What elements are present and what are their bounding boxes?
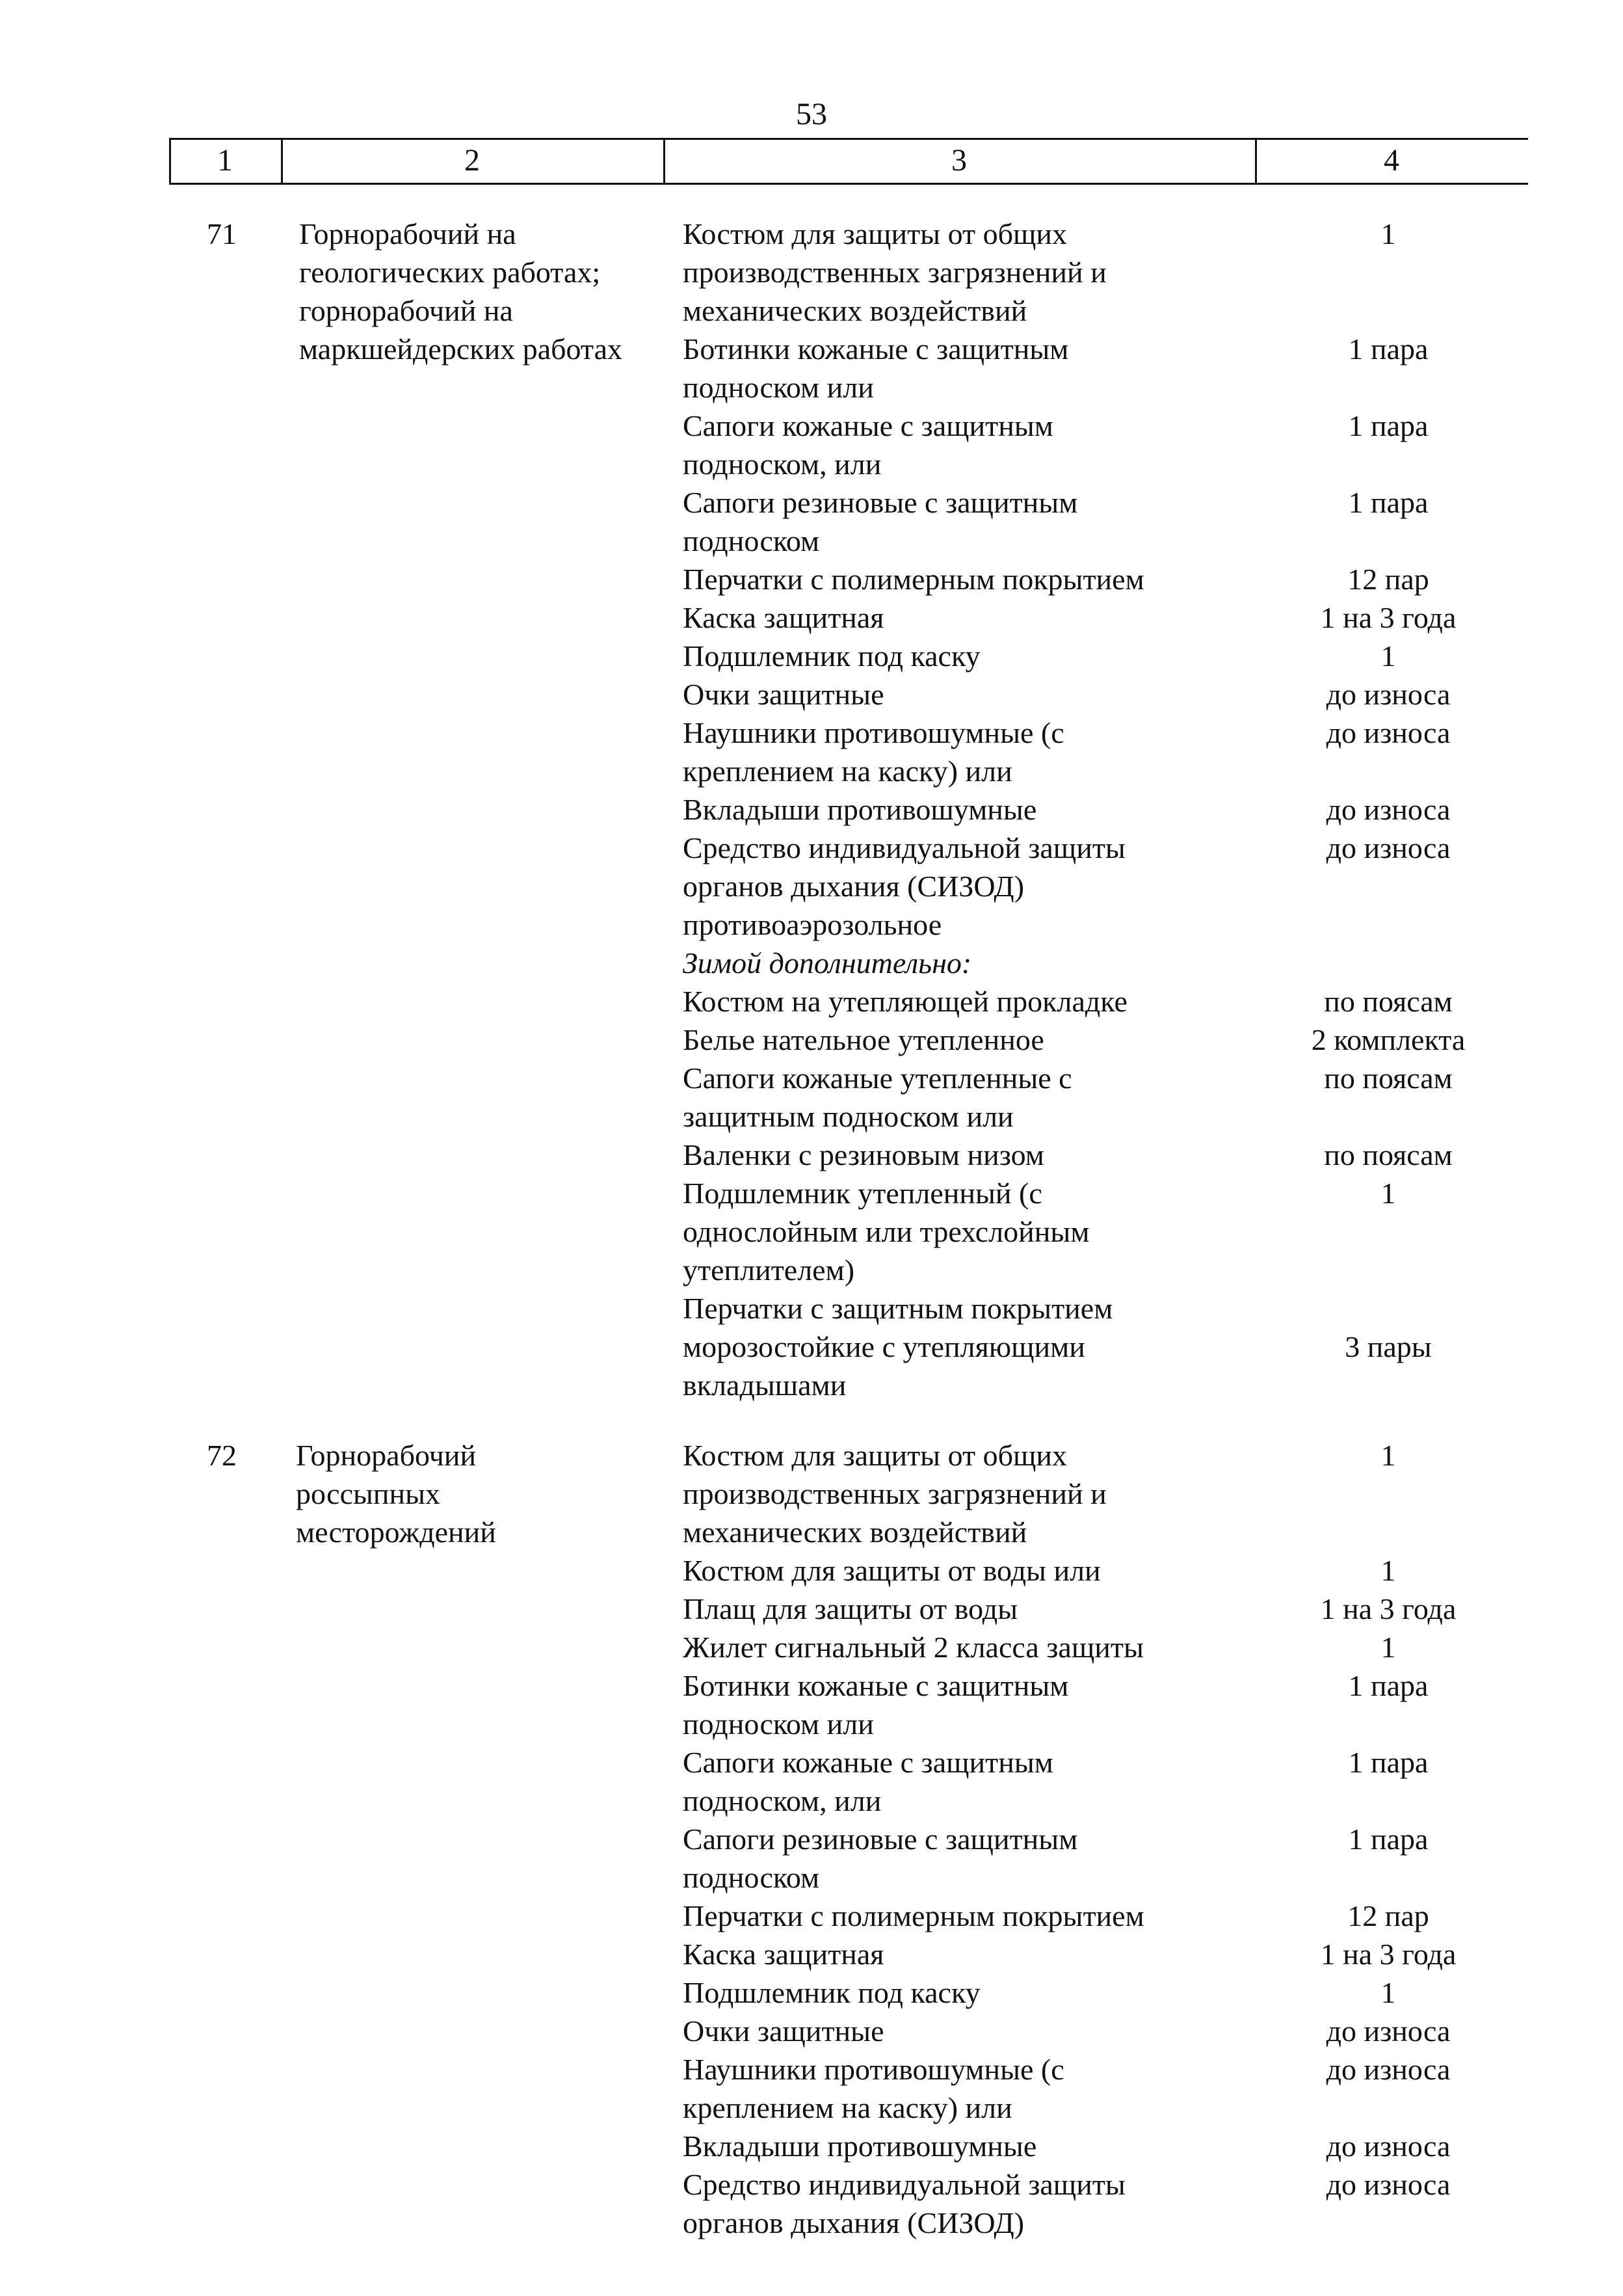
ppe-item-quantity: 1 xyxy=(1380,1554,1396,1587)
ppe-item-name-line: производственных загрязнений и xyxy=(683,256,1107,289)
ppe-item xyxy=(683,330,1623,407)
ppe-item-quantity: 1 пара xyxy=(1348,1669,1429,1702)
ppe-item xyxy=(683,560,1623,598)
ppe-item xyxy=(683,483,1623,560)
ppe-item xyxy=(683,1436,1623,1551)
ppe-item-name xyxy=(683,790,1222,829)
ppe-item-quantity: 1 пара xyxy=(1348,486,1429,519)
ppe-item-quantity: 12 пар xyxy=(1347,1899,1429,1932)
ppe-list xyxy=(683,215,1623,1404)
ppe-item-name xyxy=(683,982,1222,1021)
ppe-item-name-line: креплением на каску) или xyxy=(683,2091,1012,2124)
ppe-item-name-line: подноском xyxy=(683,1861,820,1894)
ppe-item xyxy=(683,982,1623,1021)
ppe-item-name-line: подноском xyxy=(683,524,820,557)
ppe-item-name xyxy=(683,2165,1222,2242)
ppe-item-name xyxy=(683,2050,1222,2127)
ppe-item-name xyxy=(683,215,1222,330)
ppe-item-quantity: 1 xyxy=(1380,1631,1396,1664)
ppe-item-name-line: Костюм для защиты от общих xyxy=(683,1439,1068,1472)
profession-line: Горнорабочий xyxy=(296,1439,477,1472)
ppe-item-quantity: по поясам xyxy=(1324,1138,1453,1171)
ppe-item-name-line: вкладышами xyxy=(683,1368,847,1402)
ppe-item xyxy=(683,2165,1623,2242)
ppe-item xyxy=(683,1897,1623,1935)
header-col-3: 3 xyxy=(951,143,967,178)
ppe-item xyxy=(683,675,1623,714)
ppe-item-name-line: органов дыхания (СИЗОД) xyxy=(683,870,1025,903)
header-col-1: 1 xyxy=(217,143,233,178)
ppe-item-name xyxy=(683,1289,1222,1404)
ppe-item-name-line: Средство индивидуальной защиты xyxy=(683,831,1126,864)
ppe-item-name-line: производственных загрязнений и xyxy=(683,1477,1107,1510)
ppe-item xyxy=(683,2127,1623,2165)
ppe-item-name xyxy=(683,1059,1222,1136)
ppe-item-name-line: креплением на каску) или xyxy=(683,754,1012,788)
ppe-item-name-line: Зимой дополнительно: xyxy=(683,946,972,980)
ppe-item-quantity: 3 пары xyxy=(1345,1330,1432,1363)
ppe-item-quantity: 1 пара xyxy=(1348,1822,1429,1856)
ppe-item-name xyxy=(683,1136,1222,1174)
section-note xyxy=(683,944,1623,982)
ppe-item xyxy=(683,1743,1623,1820)
ppe-item-name-line: Плащ для защиты от воды xyxy=(683,1592,1018,1625)
ppe-item-name-line: подноском или xyxy=(683,1707,874,1741)
ppe-item xyxy=(683,790,1623,829)
ppe-item xyxy=(683,215,1623,330)
ppe-item-name xyxy=(683,1551,1222,1590)
ppe-item-name xyxy=(683,560,1222,598)
ppe-item-name xyxy=(683,483,1222,560)
ppe-item-quantity xyxy=(1222,944,1554,982)
ppe-item-name-line: Сапоги кожаные утепленные с xyxy=(683,1061,1072,1095)
ppe-item xyxy=(683,1289,1623,1404)
ppe-list xyxy=(683,1436,1623,2242)
ppe-item-name-line: Наушники противошумные (с xyxy=(683,716,1064,749)
ppe-item-name-line: Наушники противошумные (с xyxy=(683,2053,1064,2086)
ppe-item-name-line: Белье нательное утепленное xyxy=(683,1023,1044,1056)
ppe-item-name-line: органов дыхания (СИЗОД) xyxy=(683,2206,1025,2239)
ppe-item-name-line: подноском, или xyxy=(683,1784,882,1817)
ppe-item-name xyxy=(683,1820,1222,1897)
ppe-item-name-line: Валенки с резиновым низом xyxy=(683,1138,1044,1171)
ppe-item-quantity: 1 xyxy=(1380,217,1396,250)
ppe-item-name-line: подноском, или xyxy=(683,447,882,481)
ppe-item-name xyxy=(683,2127,1222,2165)
ppe-item xyxy=(683,1136,1623,1174)
ppe-item-name-line: Подшлемник утепленный (с xyxy=(683,1177,1042,1210)
ppe-item-name-line: Каска защитная xyxy=(683,1938,884,1971)
ppe-item-name-line: Очки защитные xyxy=(683,2014,884,2048)
ppe-item xyxy=(683,829,1623,944)
ppe-item-name xyxy=(683,1436,1222,1551)
ppe-item-name xyxy=(683,1590,1222,1628)
header-col-4: 4 xyxy=(1384,143,1399,178)
ppe-item-name-line: однослойным или трехслойным xyxy=(683,1215,1090,1248)
ppe-item-quantity: 1 пара xyxy=(1348,409,1429,442)
ppe-item xyxy=(683,1666,1623,1743)
ppe-item-quantity: до износа xyxy=(1326,793,1451,826)
ppe-item-quantity: до износа xyxy=(1326,716,1451,749)
ppe-item-name xyxy=(683,407,1222,483)
profession-name xyxy=(299,215,663,368)
ppe-item-quantity: до износа xyxy=(1326,2168,1451,2201)
ppe-item-name-line: противоаэрозольное xyxy=(683,908,942,941)
ppe-item xyxy=(683,1021,1623,1059)
ppe-item-name xyxy=(683,1743,1222,1820)
ppe-item-quantity: до износа xyxy=(1326,831,1451,864)
profession-line: геологических работах; xyxy=(299,256,601,289)
ppe-item-quantity: до износа xyxy=(1326,2014,1451,2048)
ppe-item-name-line: Перчатки с полимерным покрытием xyxy=(683,1899,1144,1932)
ppe-item xyxy=(683,714,1623,790)
profession-line: месторождений xyxy=(296,1515,496,1549)
ppe-item-name-line: механических воздействий xyxy=(683,294,1027,327)
ppe-item-quantity: 1 на 3 года xyxy=(1320,1938,1457,1971)
ppe-item-name-line: Подшлемник под каску xyxy=(683,639,981,673)
ppe-item xyxy=(683,1973,1623,2012)
ppe-item-name-line: подноском или xyxy=(683,371,874,404)
ppe-item-name xyxy=(683,1021,1222,1059)
ppe-item-name-line: Перчатки с защитным покрытием xyxy=(683,1292,1113,1325)
ppe-item-name-line: защитным подноском или xyxy=(683,1100,1014,1133)
page-number: 53 xyxy=(796,97,827,131)
ppe-item xyxy=(683,637,1623,675)
ppe-item-name xyxy=(683,944,1222,982)
ppe-item-name xyxy=(683,598,1222,637)
ppe-item-name xyxy=(683,2012,1222,2050)
ppe-item-quantity: 1 пара xyxy=(1348,1746,1429,1779)
ppe-item-name xyxy=(683,1666,1222,1743)
profession-line: маркшейдерских работах xyxy=(299,332,623,366)
profession-line: горнорабочий на xyxy=(299,294,513,327)
ppe-item-name xyxy=(683,714,1222,790)
row-number: 72 xyxy=(207,1439,237,1472)
ppe-item-name xyxy=(683,330,1222,407)
ppe-item-quantity: по поясам xyxy=(1324,985,1453,1018)
ppe-item-name-line: Каска защитная xyxy=(683,601,884,634)
ppe-item-quantity: 1 xyxy=(1380,639,1396,673)
ppe-item-name-line: Сапоги кожаные с защитным xyxy=(683,1746,1053,1779)
profession-line: россыпных xyxy=(296,1477,441,1510)
ppe-item-name xyxy=(683,1628,1222,1666)
ppe-item-name-line: Перчатки с полимерным покрытием xyxy=(683,563,1144,596)
ppe-item-name-line: Костюм для защиты от воды или xyxy=(683,1554,1101,1587)
ppe-item xyxy=(683,1551,1623,1590)
ppe-item-name-line: механических воздействий xyxy=(683,1515,1027,1549)
ppe-item xyxy=(683,598,1623,637)
ppe-item-quantity: по поясам xyxy=(1324,1061,1453,1095)
ppe-item-name-line: Ботинки кожаные с защитным xyxy=(683,332,1069,366)
ppe-item-name-line: Сапоги резиновые с защитным xyxy=(683,1822,1078,1856)
ppe-item-quantity: до износа xyxy=(1326,678,1451,711)
ppe-item xyxy=(683,2050,1623,2127)
ppe-item-name xyxy=(683,1174,1222,1289)
ppe-item-quantity: 1 на 3 года xyxy=(1320,601,1457,634)
ppe-item-name-line: Подшлемник под каску xyxy=(683,1976,981,2009)
ppe-item-name-line: Очки защитные xyxy=(683,678,884,711)
ppe-item-name xyxy=(683,1973,1222,2012)
row-number: 71 xyxy=(207,217,237,250)
ppe-item-name-line: Вкладыши противошумные xyxy=(683,793,1037,826)
ppe-item-name-line: Сапоги кожаные с защитным xyxy=(683,409,1053,442)
ppe-item xyxy=(683,1590,1623,1628)
profession-name xyxy=(296,1436,660,1551)
ppe-item-quantity: 1 xyxy=(1380,1177,1396,1210)
ppe-item-name-line: Сапоги резиновые с защитным xyxy=(683,486,1078,519)
ppe-item-name xyxy=(683,637,1222,675)
ppe-item-quantity: 2 комплекта xyxy=(1311,1023,1466,1056)
ppe-item-name-line: Жилет сигнальный 2 класса защиты xyxy=(683,1631,1144,1664)
ppe-item-quantity: 1 на 3 года xyxy=(1320,1592,1457,1625)
ppe-item-quantity: 1 xyxy=(1380,1439,1396,1472)
ppe-item-quantity: до износа xyxy=(1326,2053,1451,2086)
ppe-item-quantity: 1 пара xyxy=(1348,332,1429,366)
table-header xyxy=(169,138,1528,185)
ppe-item-quantity: 1 xyxy=(1380,1976,1396,2009)
ppe-item-quantity: 12 пар xyxy=(1347,563,1429,596)
ppe-item xyxy=(683,407,1623,483)
ppe-item xyxy=(683,1059,1623,1136)
ppe-item-name xyxy=(683,675,1222,714)
ppe-item-name xyxy=(683,829,1222,944)
ppe-item xyxy=(683,2012,1623,2050)
ppe-item-name-line: Вкладыши противошумные xyxy=(683,2129,1037,2163)
ppe-item-name xyxy=(683,1897,1222,1935)
ppe-item-quantity: до износа xyxy=(1326,2129,1451,2163)
ppe-item xyxy=(683,1174,1623,1289)
ppe-item-name-line: Ботинки кожаные с защитным xyxy=(683,1669,1069,1702)
ppe-item-name-line: утеплителем) xyxy=(683,1253,855,1287)
ppe-item xyxy=(683,1935,1623,1973)
ppe-item-name-line: Костюм на утепляющей прокладке xyxy=(683,985,1128,1018)
ppe-item xyxy=(683,1628,1623,1666)
ppe-item xyxy=(683,1820,1623,1897)
ppe-item-name-line: Средство индивидуальной защиты xyxy=(683,2168,1126,2201)
ppe-item-name-line: морозостойкие с утепляющими xyxy=(683,1330,1085,1363)
profession-line: Горнорабочий на xyxy=(299,217,516,250)
ppe-item-name xyxy=(683,1935,1222,1973)
header-col-2: 2 xyxy=(464,143,480,178)
ppe-item-name-line: Костюм для защиты от общих xyxy=(683,217,1068,250)
